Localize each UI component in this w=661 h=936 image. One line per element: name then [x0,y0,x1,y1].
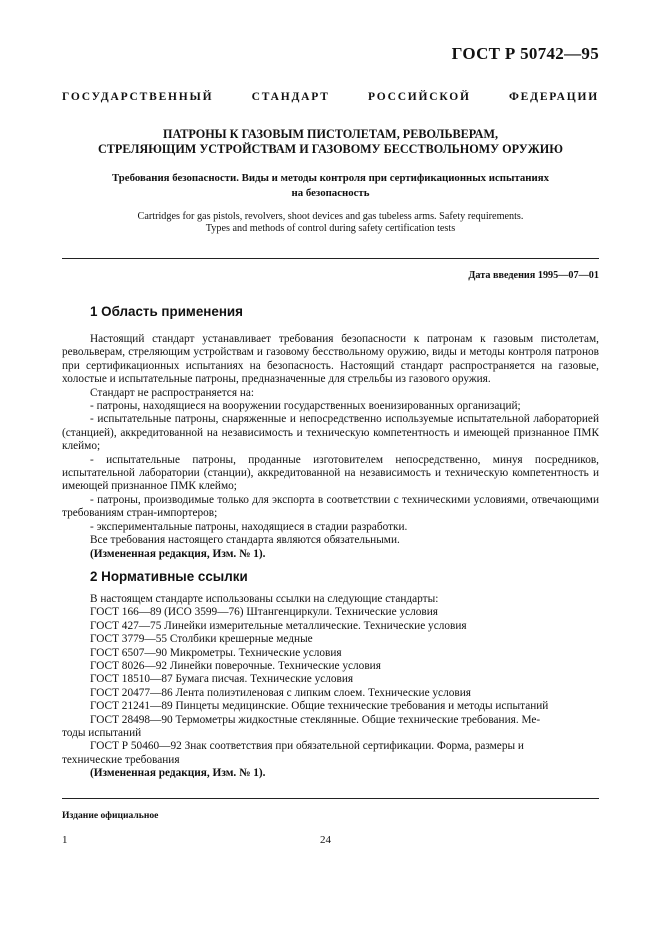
amendment-note: (Измененная редакция, Изм. № 1). [90,547,266,560]
english-title-line: Types and methods of control during safety certification tests [205,223,456,234]
reference-line: тоды испытаний [62,727,142,740]
document-title-line: ПАТРОНЫ К ГАЗОВЫМ ПИСТОЛЕТАМ, РЕВОЛЬВЕРАМ, [163,127,498,141]
reference-item [62,740,599,767]
reference-item: ГОСТ 3779—55 Столбики крешерные медные [90,633,313,646]
english-title [62,211,599,235]
header-divider [62,258,599,259]
paragraph: Стандарт не распространяется на: [90,386,255,399]
list-item: - экспериментальные патроны, находящиеся в стадии разработки. [90,520,408,533]
section-1-title: 1 Область применения [90,304,243,319]
list-item: - патроны, находящиеся на вооружении государственных военизированных организаций; [90,400,521,413]
document-title-line: СТРЕЛЯЮЩИМ УСТРОЙСТВАМ И ГАЗОВОМУ БЕССТВОЛЬНОМУ ОРУЖИЮ [97,142,563,156]
section-1-body [62,333,599,561]
reference-item: ГОСТ 427—75 Линейки измерительные металлические. Технические условия [90,619,467,632]
document-title [62,127,599,157]
reference-line: ГОСТ Р 50460—92 Знак соответствия при обязательной сертификации. Форма, размеры и [90,740,524,753]
footer-divider [62,798,599,799]
reference-item: ГОСТ 8026—92 Линейки поверочные. Технические условия [90,660,381,673]
page-number: 24 [320,834,331,846]
amendment-note: (Измененная редакция, Изм. № 1). [90,767,266,780]
list-item: - испытательные патроны, снаряженные и непосредственно используемые испытательной лабораторией (станцией), аккредитованной на независимость и техническую компетентность и имеющей признанное ПМК клеймо; [62,413,599,453]
state-standard-header: ГОСУДАРСТВЕННЫЙ СТАНДАРТ РОССИЙСКОЙ ФЕДЕРАЦИИ [62,91,599,103]
reference-item: ГОСТ 20477—86 Лента полиэтиленовая с липким слоем. Технические условия [90,686,471,699]
reference-item: ГОСТ 6507—90 Микрометры. Технические условия [90,646,342,659]
folio-mark: 1 [62,834,68,846]
list-item: - патроны, производимые только для экспорта в соответствии с техническими условиями, отвечающими требованиям стран-импортеров; [62,493,599,520]
paragraph: В настоящем стандарте использованы ссылки на следующие стандарты: [90,593,439,605]
reference-line: технические требования [62,753,180,766]
paragraph: Настоящий стандарт устанавливает требования безопасности к патронам к газовым пистолетам, револьверам, стреляющим устройствам и газовому бесствольному оружию, виды и методы контроля патронов при сертификационных испытаниях на безопасность. Настоящий стандарт распространяется на газовые, холостые и испытательные патроны, предназначенные для стрельбы из газового оружия. [62,333,599,386]
list-item: - испытательные патроны, проданные изготовителем непосредственно, минуя посредников, испытательной лаборатории (станции), аккредитованной на независимость и техническую компетентность и имеющей признанное ПМК клеймо; [62,453,599,493]
reference-item [62,714,599,741]
reference-item: ГОСТ 21241—89 Пинцеты медицинские. Общие технические требования и методы испытаний [90,700,549,713]
section-2-title: 2 Нормативные ссылки [90,569,248,584]
reference-line: ГОСТ 28498—90 Термометры жидкостные стеклянные. Общие технические требования. Ме- [90,713,541,726]
paragraph: Все требования настоящего стандарта являются обязательными. [90,534,400,547]
reference-item: ГОСТ 18510—87 Бумага писчая. Технические условия [90,673,354,686]
document-number: ГОСТ Р 50742—95 [451,44,599,63]
document-subtitle [62,171,599,201]
english-title-line: Cartridges for gas pistols, revolvers, shoot devices and gas tubeless arms. Safety requirements. [137,211,524,222]
official-edition-label: Издание официальное [62,810,159,821]
document-subtitle-line: Требования безопасности. Виды и методы контроля при сертификационных испытаниях [112,172,549,184]
section-2-body [62,593,599,781]
introduction-date: Дата введения 1995—07—01 [468,270,599,281]
document-subtitle-line: на безопасность [291,187,370,199]
reference-item: ГОСТ 166—89 (ИСО 3599—76) Штангенциркули. Технические условия [90,606,438,619]
